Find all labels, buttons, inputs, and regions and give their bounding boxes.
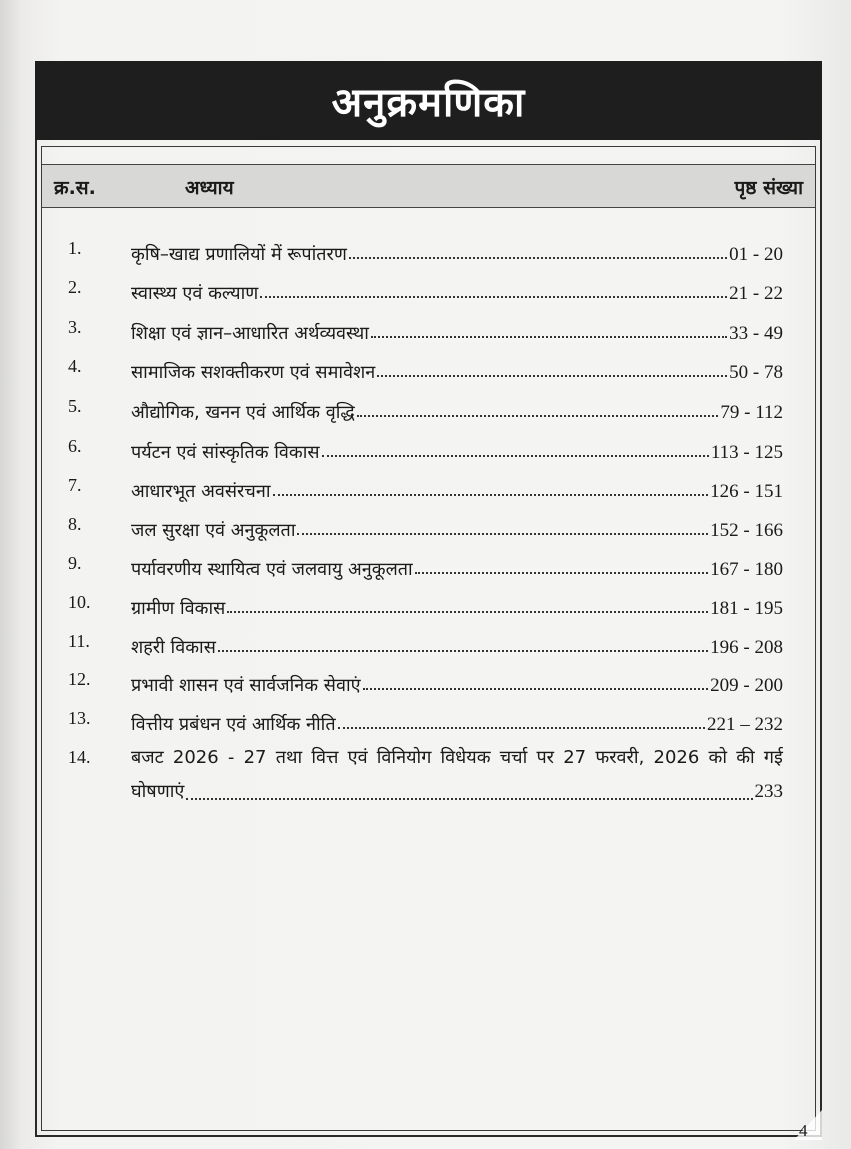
chapter-word: पर	[536, 747, 555, 768]
dot-leader	[218, 649, 708, 652]
dot-leader	[363, 687, 709, 690]
chapter-word: की	[736, 747, 755, 768]
entry-line	[131, 625, 783, 659]
list-item	[0, 547, 851, 583]
page-range: 21 - 22	[729, 283, 783, 304]
chapter-title: जल सुरक्षा एवं अनुकूलता	[131, 520, 296, 541]
chapter-word: विधेयक	[440, 747, 491, 768]
page-range: 209 - 200	[710, 675, 783, 696]
list-item	[0, 469, 851, 505]
serial-number: 6.	[68, 436, 82, 456]
entry-line	[131, 430, 783, 464]
chapter-title: स्वास्थ्य एवं कल्याण	[131, 283, 259, 304]
chapter-word: 2026	[172, 747, 219, 768]
list-item	[0, 232, 851, 268]
chapter-word: चर्चा	[499, 747, 528, 768]
page-range: 126 - 151	[710, 481, 783, 502]
dot-leader	[273, 493, 709, 496]
dot-leader	[227, 610, 708, 613]
chapter-word: 27	[563, 747, 587, 768]
chapter-title: वित्तीय प्रबंधन एवं आर्थिक नीति	[131, 714, 336, 735]
serial-number: 8.	[68, 514, 82, 534]
page-range: 33 - 49	[729, 323, 783, 344]
entry-line	[131, 547, 783, 581]
dot-leader	[186, 797, 752, 800]
entry-line	[131, 469, 783, 503]
serial-number: 5.	[68, 396, 82, 416]
serial-number: 12.	[68, 669, 91, 689]
dot-leader	[357, 414, 719, 417]
header-chapter: अध्याय	[185, 177, 234, 199]
chapter-word: एवं	[347, 747, 368, 768]
entry-line	[131, 232, 783, 266]
entry-line	[131, 508, 783, 542]
serial-number: 3.	[68, 317, 82, 337]
entry-line	[131, 775, 783, 809]
header-page: पृष्ठ संख्या	[734, 177, 803, 199]
page-number: 4	[799, 1121, 808, 1140]
dot-leader	[377, 374, 727, 377]
page-range: 79 - 112	[720, 402, 783, 423]
chapter-word: वित्त	[311, 747, 339, 768]
list-item	[0, 271, 851, 307]
chapter-word: तथा	[275, 747, 303, 768]
list-item	[0, 586, 851, 622]
list-item	[0, 625, 851, 661]
dot-leader	[322, 454, 709, 457]
entry-line	[131, 311, 783, 345]
page-title: अनुक्रमणिका	[331, 80, 526, 126]
serial-number: 11.	[68, 631, 90, 651]
chapter-title: सामाजिक सशक्तीकरण एवं समावेशन	[131, 362, 376, 383]
list-item	[0, 741, 851, 802]
chapter-word: गई	[763, 747, 783, 768]
serial-number: 13.	[68, 708, 91, 728]
chapter-title: पर्यटन एवं सांस्कृतिक विकास	[131, 442, 320, 463]
page-range: 01 - 20	[729, 244, 783, 265]
chapter-title-line1	[131, 741, 783, 775]
chapter-word: विनियोग	[376, 747, 432, 768]
list-item	[0, 508, 851, 544]
list-item	[0, 311, 851, 347]
chapter-word: को	[708, 747, 727, 768]
entry-line	[131, 663, 783, 697]
page-range: 167 - 180	[710, 559, 783, 580]
entry-line	[131, 350, 783, 384]
page-range: 152 - 166	[710, 520, 783, 541]
page-range: 221 – 232	[707, 714, 783, 735]
chapter-word: बजट	[131, 747, 164, 768]
page-range: 233	[754, 781, 783, 802]
chapter-title: आधारभूत अवसंरचना	[131, 481, 271, 502]
page-range: 113 - 125	[710, 442, 783, 463]
page-range: 181 - 195	[710, 598, 783, 619]
page-range: 50 - 78	[729, 362, 783, 383]
chapter-title: प्रभावी शासन एवं सार्वजनिक सेवाएं	[131, 675, 361, 696]
serial-number: 2.	[68, 277, 82, 297]
chapter-title: पर्यावरणीय स्थायित्व एवं जलवायु अनुकूलता	[131, 559, 413, 580]
chapter-word: -	[227, 747, 235, 768]
list-item	[0, 390, 851, 426]
page-range: 196 - 208	[710, 637, 783, 658]
chapter-title-line2: घोषणाएं	[131, 781, 185, 802]
dot-leader	[371, 335, 727, 338]
dot-leader	[260, 295, 727, 298]
list-item	[0, 663, 851, 699]
entry-multiline	[131, 741, 783, 809]
dot-leader	[415, 571, 708, 574]
serial-number: 7.	[68, 475, 82, 495]
chapter-title: शिक्षा एवं ज्ञान–आधारित अर्थव्यवस्था	[131, 323, 369, 344]
serial-number: 14.	[68, 747, 91, 767]
entry-line	[131, 702, 783, 736]
serial-number: 9.	[68, 553, 82, 573]
dot-leader	[349, 256, 727, 259]
chapter-title: ग्रामीण विकास	[131, 598, 226, 619]
dot-leader	[297, 532, 708, 535]
chapter-title: शहरी विकास	[131, 637, 216, 658]
chapter-title: कृषि–खाद्य प्रणालियों में रूपांतरण	[131, 244, 347, 265]
serial-number: 10.	[68, 592, 91, 612]
chapter-word: 2026	[653, 747, 700, 768]
chapter-word: 27	[243, 747, 267, 768]
entry-line	[131, 390, 783, 424]
dot-leader	[338, 726, 705, 729]
list-item	[0, 702, 851, 738]
entry-line	[131, 586, 783, 620]
list-item	[0, 430, 851, 466]
list-item	[0, 350, 851, 386]
entry-line	[131, 271, 783, 305]
chapter-title: औद्योगिक, खनन एवं आर्थिक वृद्धि	[131, 402, 355, 423]
serial-number: 1.	[68, 238, 82, 258]
header-serial: क्र.स.	[54, 177, 96, 199]
serial-number: 4.	[68, 356, 82, 376]
chapter-word: फरवरी,	[595, 747, 645, 768]
